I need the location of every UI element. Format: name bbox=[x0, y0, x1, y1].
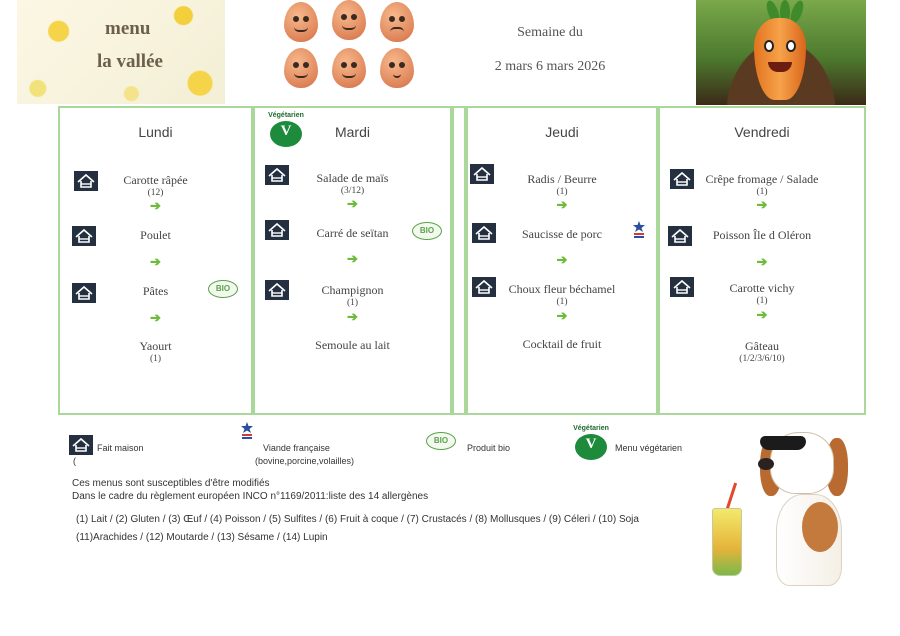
day-title: Lundi bbox=[138, 124, 173, 140]
dish-allergens: (1) bbox=[556, 297, 568, 307]
dish-entree bbox=[468, 172, 656, 198]
arrow-icon: ➔ bbox=[347, 196, 358, 211]
dish-allergens: (1) bbox=[756, 187, 768, 197]
dish-side bbox=[468, 282, 656, 308]
dish-name: Yaourt bbox=[139, 339, 172, 353]
dish-dessert bbox=[468, 337, 656, 351]
arrow-icon: ➔ bbox=[756, 254, 768, 269]
logo-line-vallee: la vallée bbox=[97, 51, 163, 72]
dish-name: Carré de seïtan bbox=[316, 226, 389, 240]
dish-name: Gâteau bbox=[745, 339, 779, 353]
dish-side bbox=[255, 283, 450, 309]
arrow-icon: ➔ bbox=[556, 252, 568, 267]
dish-allergens: (12) bbox=[147, 188, 164, 198]
dish-name: Semoule au lait bbox=[315, 338, 390, 352]
logo-line-menu: menu bbox=[105, 18, 151, 39]
arrow-icon: ➔ bbox=[347, 309, 358, 324]
legend-bio-icon: BIO bbox=[426, 432, 456, 450]
dish-name: Poisson Île d Oléron bbox=[712, 228, 812, 242]
dish-main bbox=[60, 228, 251, 242]
legend-french-meat-icon bbox=[240, 421, 254, 439]
dish-allergens: (3/12) bbox=[340, 186, 365, 196]
cocktail-image bbox=[706, 482, 750, 582]
dish-side bbox=[660, 281, 864, 307]
dish-name: Champignon bbox=[321, 283, 384, 297]
dish-dessert bbox=[660, 339, 864, 365]
dish-dessert bbox=[255, 338, 450, 352]
dish-main bbox=[660, 228, 864, 242]
day-column-lundi bbox=[58, 106, 253, 415]
dish-name: Saucisse de porc bbox=[522, 227, 602, 241]
vegetarian-icon: Végétarien V bbox=[269, 117, 303, 147]
dish-allergens: (1) bbox=[756, 296, 768, 306]
legend-homemade-extra: ( bbox=[73, 456, 76, 466]
week-dates: 2 mars 6 mars 2026 bbox=[494, 59, 606, 74]
dish-name: Salade de maïs bbox=[316, 171, 389, 185]
arrow-icon: ➔ bbox=[556, 197, 568, 212]
dish-main bbox=[468, 227, 656, 241]
legend-vegetarian: Menu végétarien bbox=[615, 443, 683, 453]
arrow-icon: ➔ bbox=[150, 254, 161, 269]
legend-homemade: Fait maison bbox=[97, 443, 144, 453]
dish-name: Cocktail de fruit bbox=[522, 337, 602, 351]
dish-entree bbox=[660, 172, 864, 198]
arrow-icon: ➔ bbox=[556, 308, 568, 323]
logo bbox=[17, 0, 225, 104]
day-column-vendredi bbox=[658, 106, 866, 415]
french-meat-icon bbox=[632, 220, 646, 238]
day-column-mardi bbox=[253, 106, 452, 415]
dish-allergens: (1) bbox=[149, 354, 162, 364]
dish-allergens: (1) bbox=[556, 187, 568, 197]
legend-organic: Produit bio bbox=[467, 443, 511, 453]
legend-homemade-icon bbox=[69, 435, 93, 455]
note-regulation: Dans le cadre du règlement européen INCO n°1169/2011:liste des 14 allergènes bbox=[72, 491, 429, 502]
day-column-empty bbox=[452, 106, 466, 415]
dish-entree bbox=[255, 171, 450, 197]
dog-sunglasses-image bbox=[756, 422, 856, 590]
dish-name: Crêpe fromage / Salade bbox=[705, 172, 819, 186]
week-label: Semaine du bbox=[517, 25, 583, 40]
dish-allergens: (1/2/3/6/10) bbox=[739, 354, 785, 364]
arrow-icon: ➔ bbox=[150, 310, 161, 325]
legend-vegetarian-icon: Végétarien V bbox=[574, 430, 608, 460]
dish-name: Radis / Beurre bbox=[527, 172, 597, 186]
note-modifications: Ces menus sont susceptibles d'être modifiés bbox=[72, 478, 270, 489]
carrot-image bbox=[696, 0, 866, 105]
allergen-list-line1: (1) Lait / (2) Gluten / (3) Œuf / (4) Poisson / (5) Sulfites / (6) Fruit à coque / (7) Crustacés / (8) Mollusques / (9) Céleri / (10) Soja bbox=[76, 514, 639, 525]
arrow-icon: ➔ bbox=[347, 251, 358, 266]
dish-dessert bbox=[60, 339, 251, 365]
day-column-jeudi bbox=[466, 106, 658, 415]
dish-entree bbox=[60, 173, 251, 199]
allergen-list-line2: (11)Arachides / (12) Moutarde / (13) Sésame / (14) Lupin bbox=[76, 532, 328, 543]
dish-name: Choux fleur béchamel bbox=[508, 282, 616, 296]
dish-name: Poulet bbox=[140, 228, 171, 242]
legend-french-meat: Viande française bbox=[263, 443, 330, 453]
bio-icon: BIO bbox=[412, 222, 442, 240]
bio-icon: BIO bbox=[208, 280, 238, 298]
dish-name: Pâtes bbox=[142, 284, 169, 298]
day-title: Mardi bbox=[334, 124, 370, 140]
legend-french-meat-detail: (bovine,porcine,volailles) bbox=[255, 456, 355, 466]
dish-allergens: (1) bbox=[346, 298, 359, 308]
egg-faces-image bbox=[280, 0, 420, 96]
arrow-icon: ➔ bbox=[756, 197, 768, 212]
day-title: Jeudi bbox=[545, 124, 579, 140]
arrow-icon: ➔ bbox=[150, 198, 161, 213]
dish-name: Carotte vichy bbox=[729, 281, 795, 295]
dish-name: Carotte râpée bbox=[123, 173, 188, 187]
day-title: Vendredi bbox=[734, 124, 790, 140]
arrow-icon: ➔ bbox=[756, 307, 768, 322]
